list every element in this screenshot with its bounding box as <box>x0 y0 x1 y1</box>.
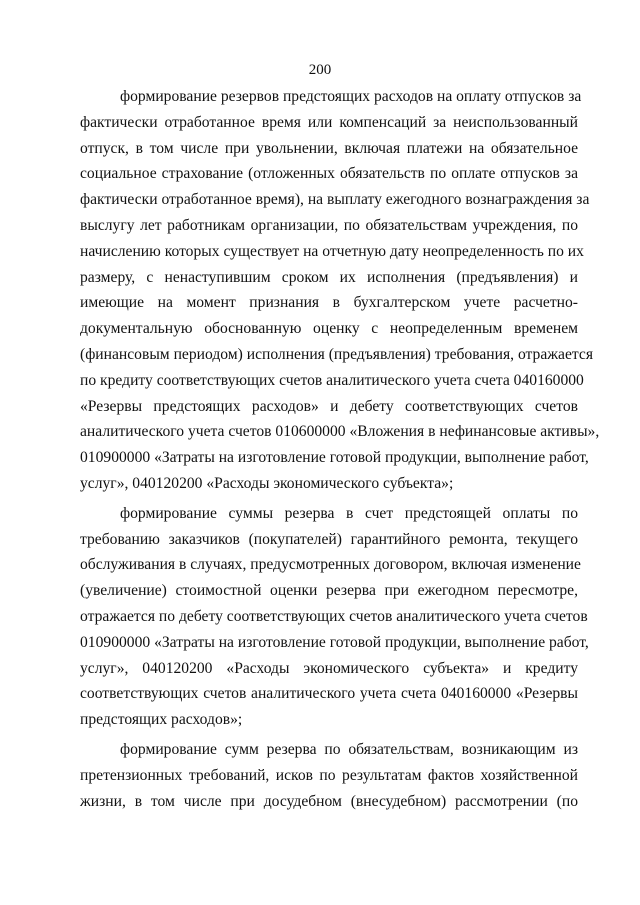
text-line: жизни, в том числе при досудебном (внесудебном) рассмотрении (по <box>80 792 578 810</box>
text-line: услуг», 040120200 «Расходы экономического субъекта» и кредиту <box>80 659 578 677</box>
text-line: 010900000 «Затраты на изготовление готовой продукции, выполнение работ, <box>80 449 589 467</box>
text-line: отпуск, в том числе при увольнении, включая платежи на обязательное <box>80 139 578 157</box>
text-line: имеющие на момент признания в бухгалтерском учете расчетно- <box>80 294 578 312</box>
paragraph-vacation-reserves <box>80 84 600 497</box>
paragraph-claims-reserve <box>80 737 578 814</box>
text-line: фактически отработанное время или компенсаций за неиспользованный <box>80 113 578 131</box>
text-line: размеру, с ненаступившим сроком их исполнения (предъявления) и <box>80 268 578 286</box>
text-line: формирование суммы резерва в счет предстоящей оплаты по <box>120 504 578 522</box>
text-line: (финансовым периодом) исполнения (предъявления) требования, отражается <box>80 345 593 363</box>
text-line: по кредиту соответствующих счетов аналитического учета счета 040160000 <box>80 371 584 389</box>
text-line: аналитического учета счетов 010600000 «Вложения в нефинансовые активы», <box>80 423 600 441</box>
text-line: услуг», 040120200 «Расходы экономического субъекта»; <box>80 474 454 492</box>
text-line: (увеличение) стоимостной оценки резерва при ежегодном пересмотре, <box>80 582 578 600</box>
text-line: социальное страхование (отложенных обязательств по оплате отпусков за <box>80 165 578 183</box>
text-line: отражается по дебету соответствующих счетов аналитического учета счетов <box>80 607 588 625</box>
page-number: 200 <box>308 62 332 78</box>
text-line: выслугу лет работникам организации, по обязательствам учреждения, по <box>80 216 578 234</box>
text-line: формирование сумм резерва по обязательствам, возникающим из <box>120 740 578 758</box>
text-line: предстоящих расходов»; <box>80 711 243 729</box>
document-body <box>80 84 600 814</box>
text-line: «Резервы предстоящих расходов» и дебету соответствующих счетов <box>80 397 578 415</box>
text-line: 010900000 «Затраты на изготовление готовой продукции, выполнение работ, <box>80 633 589 651</box>
text-line: обслуживания в случаях, предусмотренных договором, включая изменение <box>80 556 581 574</box>
text-line: документальную обоснованную оценку с неопределенным временем <box>80 320 578 338</box>
text-line: начислению которых существует на отчетную дату неопределенность по их <box>80 242 584 260</box>
text-line: претензионных требований, исков по результатам фактов хозяйственной <box>80 766 578 784</box>
paragraph-warranty-reserve <box>80 501 589 733</box>
text-line: соответствующих счетов аналитического учета счета 040160000 «Резервы <box>80 685 578 703</box>
text-line: фактически отработанное время), на выплату ежегодного вознаграждения за <box>80 191 590 209</box>
text-line: требованию заказчиков (покупателей) гарантийного ремонта, текущего <box>80 530 578 548</box>
text-line: формирование резервов предстоящих расходов на оплату отпусков за <box>120 88 582 105</box>
